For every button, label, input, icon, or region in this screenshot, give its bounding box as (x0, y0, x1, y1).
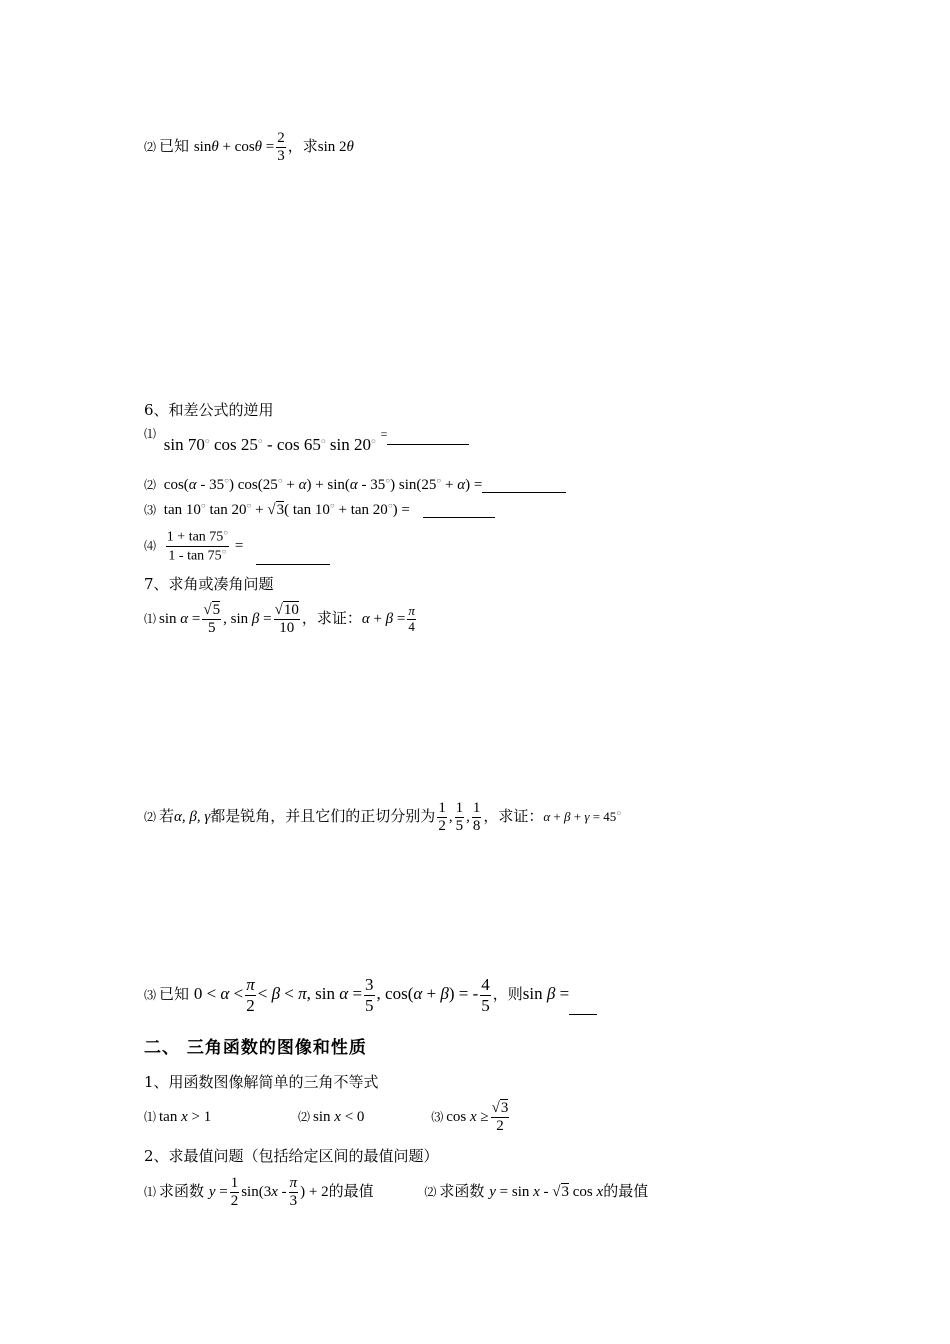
formula-target: α + β = $\frac{\pi}{4}$ (361, 603, 415, 635)
item-number: ⑵ (298, 1110, 311, 1125)
item-number: ⑵ (144, 810, 157, 825)
item-number: ⑴ (144, 1110, 157, 1125)
problem-5-2 (144, 130, 354, 166)
inequality-3 (431, 1100, 511, 1136)
formula: cos(α - 35○) cos(25○ + α) + sin(α - 35○) sin(25○ + α) = (163, 476, 483, 493)
formula: sin x < 0 (313, 1109, 365, 1126)
problem-text: ，则 (492, 984, 523, 1003)
problem-6-3 (144, 502, 495, 518)
extrema-1 (144, 1175, 374, 1210)
item-number: ⑷ (144, 538, 157, 553)
problem-7-2 (144, 800, 621, 836)
formula: tan x > 1 (159, 1109, 212, 1126)
answer-blank[interactable] (482, 478, 566, 493)
formula: tan 10○ tan 20○ + √3( tan 10○ + tan 20○) = (163, 501, 410, 518)
extrema-row (144, 1175, 648, 1211)
formula: y = $\frac{1}{2}$ sin(3x - $\frac{\pi}{3}$ ) + 2 (208, 1175, 329, 1210)
inequality-1 (144, 1107, 211, 1125)
problem-text: ，求 (287, 137, 318, 156)
formula: sinθ + cosθ = $\frac{2}{3}$ (193, 130, 285, 165)
formula: sin α = $\frac{√5}{5}$ , sin β = $\frac{√10}{10}$ (159, 602, 299, 637)
problem-suffix: 的最值 (328, 1182, 374, 1201)
angle-list: α, β, γ (174, 809, 211, 826)
extrema-2 (424, 1184, 648, 1200)
formula-target: α + β + γ = 45○ (543, 808, 622, 825)
answer-blank[interactable] (256, 550, 330, 565)
formula: 0 < α < $\frac{\pi}{2}$ < β < π, sin α = $\frac{3}{5}$ , cos(α + β) = - $\frac{4}{5}$ (193, 975, 490, 1015)
problem-text: ，求证： (483, 807, 544, 826)
problem-prefix: 若 (159, 807, 175, 826)
problem-mid: 都是锐角，并且它们的正切分别为 (210, 807, 436, 826)
equals-sign: = (380, 427, 388, 441)
problem-text: ，求证： (301, 609, 362, 628)
formula: y = sin x - √3 cos x (489, 1184, 604, 1201)
part-2-heading: 二、 三角函数的图像和性质 (144, 1038, 367, 1058)
problem-prefix: 求函数 (159, 1182, 205, 1201)
item-number: ⑵ (424, 1185, 437, 1200)
answer-blank[interactable] (387, 430, 469, 445)
problem-6-1 (144, 427, 469, 454)
section-7-title: 7、求角或凑角问题 (144, 575, 274, 593)
problem-suffix: 的最值 (603, 1182, 649, 1201)
problem-6-2 (144, 477, 566, 493)
item-number: ⑴ (144, 427, 157, 441)
inequality-row (144, 1100, 511, 1136)
item-number: ⑴ (144, 1185, 157, 1200)
problem-prefix: 求函数 (439, 1182, 485, 1201)
problem-6-4 (144, 528, 330, 565)
item-number: ⑵ (144, 140, 157, 155)
tangent-values: $\frac{1}{2}$ , $\frac{1}{5}$ , $\frac{1}{8}$ (438, 800, 481, 835)
problem-7-3 (144, 975, 597, 1015)
inequality-2 (298, 1109, 364, 1125)
formula: $\frac{1 + \tan 75^○}{1 - \tan 75^○}$ = (166, 528, 244, 564)
problem-prefix: 已知 (159, 984, 190, 1003)
answer-blank[interactable] (423, 503, 495, 518)
item-number: ⑶ (144, 503, 157, 517)
formula-target: sin 2θ (317, 139, 354, 156)
problem-prefix: 已知 (159, 137, 190, 156)
answer-blank[interactable] (569, 1000, 597, 1015)
subsection-2-title: 2、求最值问题（包括给定区间的最值问题） (144, 1147, 439, 1165)
item-number: ⑴ (144, 612, 157, 627)
section-6-title: 6、和差公式的逆用 (144, 401, 274, 419)
item-number: ⑶ (431, 1110, 444, 1125)
item-number: ⑶ (144, 987, 157, 1002)
problem-7-1 (144, 602, 418, 638)
item-number: ⑵ (144, 478, 157, 492)
formula: cos x ≥ $\frac{√3}{2}$ (446, 1100, 509, 1135)
formula-target: sin β = (522, 983, 570, 1003)
subsection-1-title: 1、用函数图像解简单的三角不等式 (144, 1073, 379, 1091)
formula: sin 70○ cos 25○ - cos 65○ sin 20○ (163, 435, 376, 454)
